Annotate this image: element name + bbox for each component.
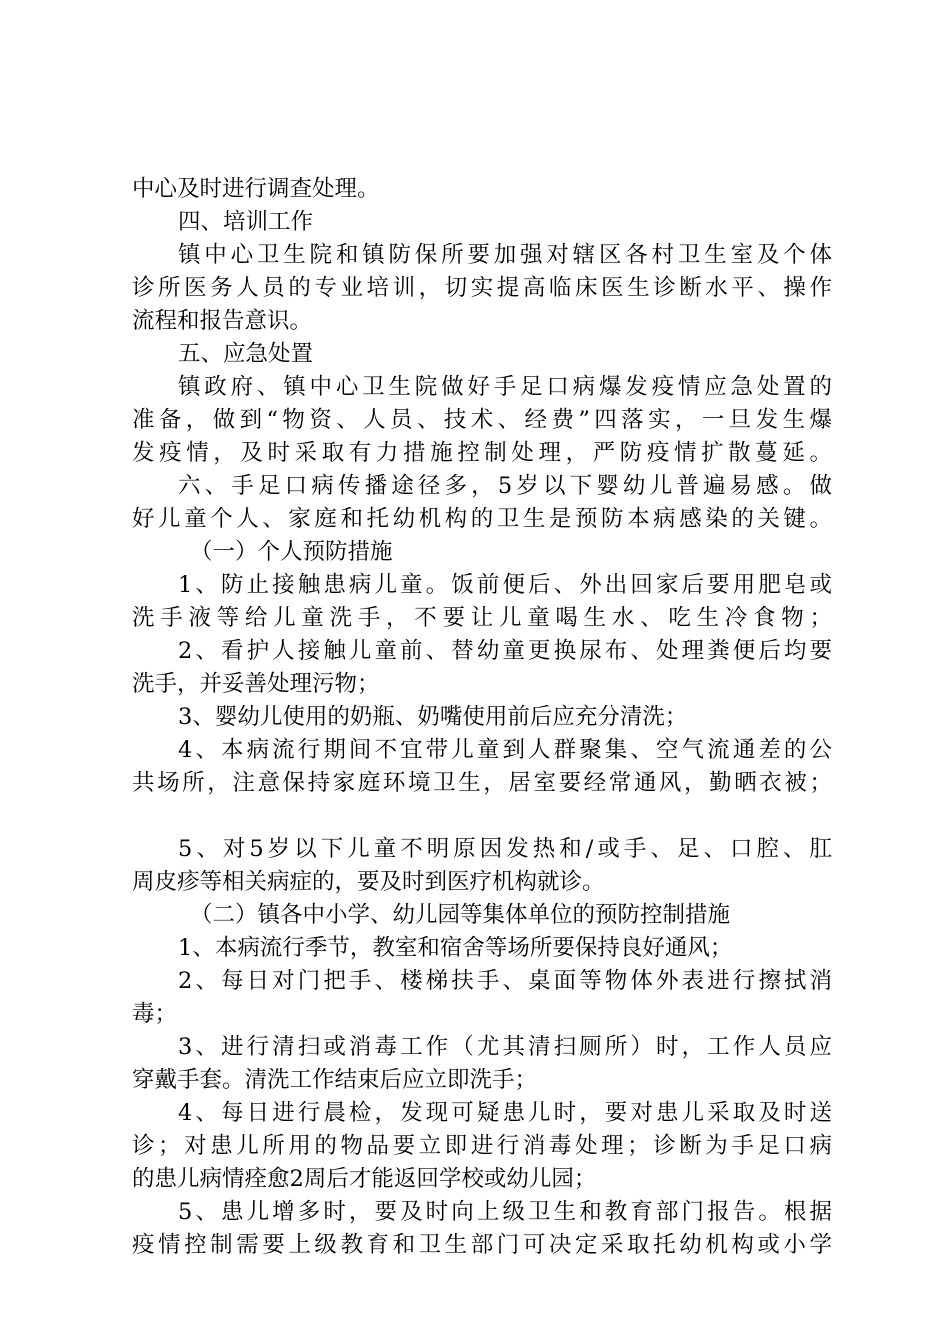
paragraph-line: 准备，做到“物资、人员、技术、经费”四落实，一旦发生爆 — [132, 407, 832, 433]
section-heading: 四、培训工作 — [178, 209, 314, 235]
list-item-line: 3、婴幼儿使用的奶瓶、奶嘴使用前后应充分清洗； — [178, 704, 688, 730]
list-item-line: 洗手液等给儿童洗手，不要让儿童喝生水、吃生冷食物； — [132, 605, 832, 631]
paragraph-line: 发疫情，及时采取有力措施控制处理，严防疫情扩散蔓延。 — [132, 440, 832, 466]
list-item-line: 疫情控制需要上级教育和卫生部门可决定采取托幼机构或小学 — [132, 1232, 832, 1258]
list-item-line: 的患儿病情痊愈2周后才能返回学校或幼儿园； — [132, 1166, 597, 1192]
paragraph-line: 好儿童个人、家庭和托幼机构的卫生是预防本病感染的关键。 — [132, 506, 832, 532]
list-item-line: 5、对5岁以下儿童不明原因发热和/或手、足、口腔、肛 — [178, 836, 832, 862]
list-item-line: 2、看护人接触儿童前、替幼童更换尿布、处理粪便后均要 — [178, 638, 832, 664]
list-item-line: 诊；对患儿所用的物品要立即进行消毒处理；诊断为手足口病 — [132, 1133, 832, 1159]
list-item-line: 周皮疹等相关病症的，要及时到医疗机构就诊。 — [132, 869, 605, 895]
subsection-heading: （二）镇各中小学、幼儿园等集体单位的预防控制措施 — [190, 902, 731, 928]
list-item-line: 共场所，注意保持家庭环境卫生，居室要经常通风，勤晒衣被； — [132, 770, 832, 796]
paragraph-line: 镇政府、镇中心卫生院做好手足口病爆发疫情应急处置的 — [178, 374, 832, 400]
list-item-line: 1、本病流行季节，教室和宿舍等场所要保持良好通风； — [178, 935, 733, 961]
list-item-line: 3、进行清扫或消毒工作（尤其清扫厕所）时，工作人员应 — [178, 1034, 832, 1060]
paragraph-line: 流程和报告意识。 — [132, 308, 313, 334]
list-item-line: 5、患儿增多时，要及时向上级卫生和教育部门报告。根据 — [178, 1199, 832, 1225]
list-item-line: 洗手，并妥善处理污物； — [132, 671, 380, 697]
list-item-line: 2、每日对门把手、楼梯扶手、桌面等物体外表进行擦拭消 — [178, 968, 832, 994]
list-item-line: 穿戴手套。清洗工作结束后应立即洗手； — [132, 1067, 538, 1093]
paragraph-line: 中心及时进行调查处理。 — [132, 176, 380, 202]
paragraph-line: 镇中心卫生院和镇防保所要加强对辖区各村卫生室及个体 — [178, 242, 832, 268]
list-item-line: 4、每日进行晨检，发现可疑患儿时，要对患儿采取及时送 — [178, 1100, 832, 1126]
paragraph-line: 诊所医务人员的专业培训，切实提高临床医生诊断水平、操作 — [132, 275, 832, 301]
list-item-line: 毒； — [132, 1001, 178, 1027]
list-item-line: 1、防止接触患病儿童。饭前便后、外出回家后要用肥皂或 — [178, 572, 832, 598]
section-heading: 六、手足口病传播途径多，5岁以下婴幼儿普遍易感。做 — [178, 473, 832, 499]
list-item-line: 4、本病流行期间不宜带儿童到人群聚集、空气流通差的公 — [178, 737, 832, 763]
section-heading: 五、应急处置 — [178, 341, 314, 367]
subsection-heading: （一）个人预防措施 — [190, 539, 393, 565]
